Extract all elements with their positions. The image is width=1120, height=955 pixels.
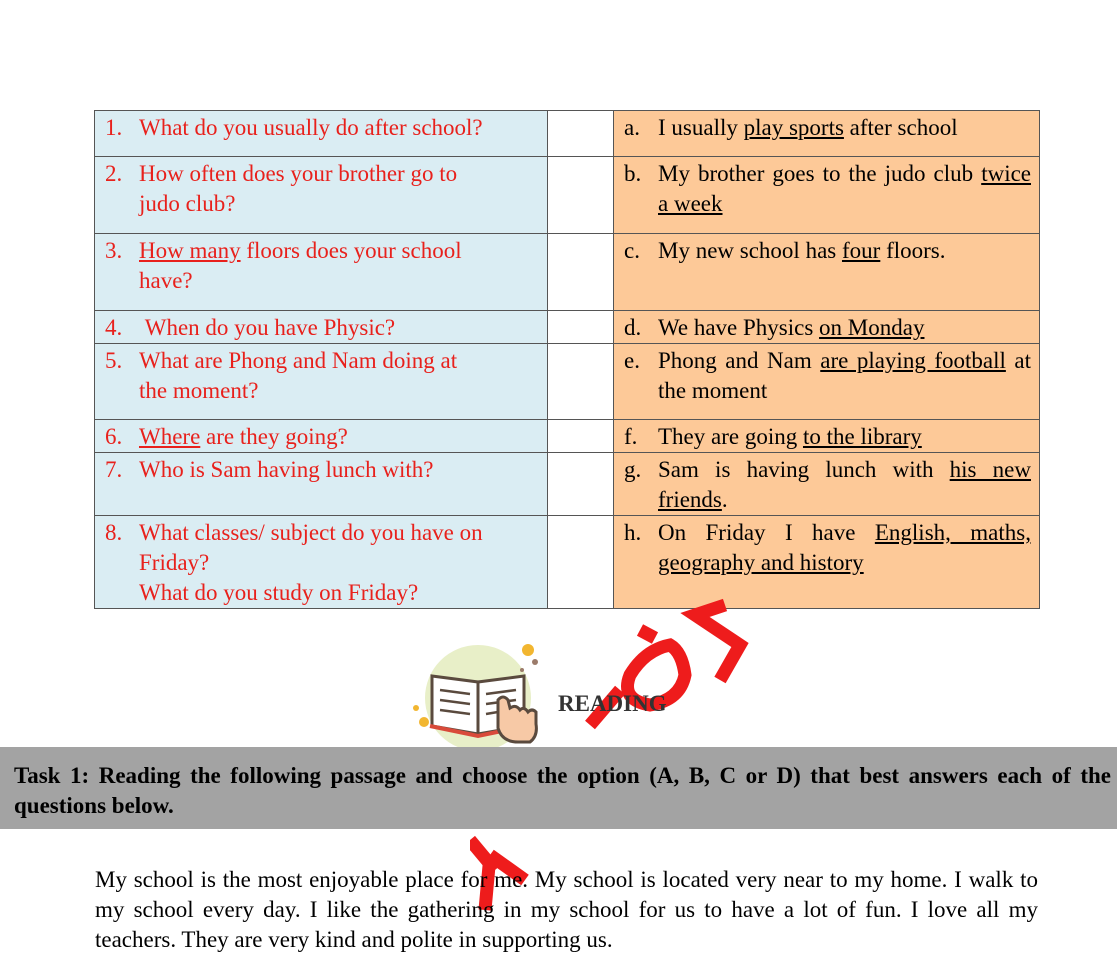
answer-blank[interactable] (548, 311, 614, 344)
table-row (95, 311, 1040, 344)
task-label: Task 1: Reading the following passage and choose the option (A, B, C or D) that best answers each of the questions below. (14, 763, 1111, 818)
answer-cell (614, 344, 1040, 420)
answer-blank[interactable] (548, 453, 614, 516)
table-row (95, 420, 1040, 453)
answer-blank[interactable] (548, 234, 614, 311)
answer-cell (614, 157, 1040, 234)
question-text: How often does your brother go to judo club? (139, 161, 458, 216)
answer-letter: h. (624, 520, 642, 545)
answer-letter: d. (624, 315, 642, 340)
question-number: 2. (105, 161, 123, 186)
question-cell (95, 157, 548, 234)
question-text: What are Phong and Nam doing at the moment? (139, 348, 458, 403)
table-row (95, 234, 1040, 311)
answer-text: My new school has four floors. (658, 238, 946, 263)
answer-cell (614, 453, 1040, 516)
answer-text: My brother goes to the judo club twice a week (658, 161, 1031, 216)
answer-letter: b. (624, 161, 642, 186)
section-title: READING (558, 691, 667, 716)
answer-cell (614, 111, 1040, 157)
answer-blank[interactable] (548, 111, 614, 157)
table-row (95, 111, 1040, 157)
task-instructions (0, 747, 1117, 829)
answer-blank[interactable] (548, 516, 614, 609)
answer-cell (614, 311, 1040, 344)
table-row (95, 516, 1040, 609)
answer-text: I usually play sports after school (658, 115, 958, 140)
question-cell (95, 111, 548, 157)
answer-text: We have Physics on Monday (658, 315, 925, 340)
answer-blank[interactable] (548, 420, 614, 453)
question-number: 8. (105, 520, 123, 545)
question-text: What do you usually do after school? (139, 115, 483, 140)
table-row (95, 157, 1040, 234)
question-cell (95, 234, 548, 311)
question-text: How many floors does your school have? (139, 238, 462, 293)
answer-letter: f. (624, 424, 638, 449)
question-text: Who is Sam having lunch with? (139, 457, 434, 482)
question-number: 5. (105, 348, 123, 373)
answer-text: They are going to the library (658, 424, 922, 449)
question-cell (95, 311, 548, 344)
answer-blank[interactable] (548, 157, 614, 234)
reading-passage: My school is the most enjoyable place for me. My school is located very near to my home. I walk to my school every day. I like the gathering in my school for us to have a lot of fun. I love all my teachers. They are very kind and polite in supporting us. (95, 867, 1038, 952)
question-number: 6. (105, 424, 123, 449)
answer-text: Sam is having lunch with his new friends. (658, 457, 1031, 512)
table-row (95, 453, 1040, 516)
answer-text: Phong and Nam are playing football at the moment (658, 348, 1031, 403)
question-cell (95, 420, 548, 453)
question-number: 3. (105, 238, 123, 263)
table-row (95, 344, 1040, 420)
question-cell (95, 453, 548, 516)
answer-text: On Friday I have English, maths, geography and history (658, 520, 1031, 575)
answer-cell (614, 420, 1040, 453)
question-cell (95, 344, 548, 420)
question-number: 4. (105, 315, 123, 340)
open-book-pointing-hand-icon (410, 638, 550, 750)
answer-letter: e. (624, 348, 640, 373)
question-text: What classes/ subject do you have on Friday? What do you study on Friday? (139, 520, 483, 605)
answer-letter: g. (624, 457, 642, 482)
question-text: Where are they going? (139, 424, 348, 449)
answer-letter: a. (624, 115, 640, 140)
question-cell (95, 516, 548, 609)
answer-blank[interactable] (548, 344, 614, 420)
answer-cell (614, 234, 1040, 311)
question-text: When do you have Physic? (139, 315, 396, 340)
matching-table (94, 110, 1040, 609)
answer-letter: c. (624, 238, 640, 263)
question-number: 1. (105, 115, 123, 140)
question-number: 7. (105, 457, 123, 482)
answer-cell (614, 516, 1040, 609)
